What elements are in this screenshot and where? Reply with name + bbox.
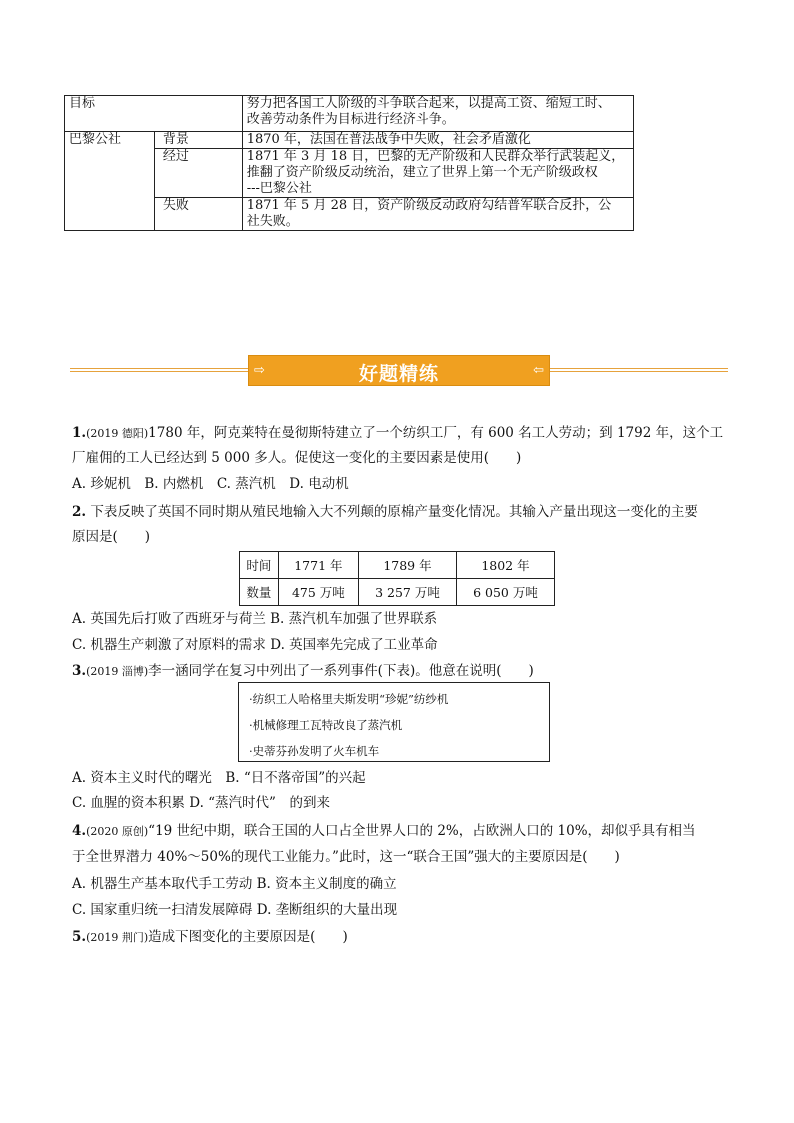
table-row [240,552,555,579]
question-number: 1. [72,425,87,441]
list-item: ·史蒂芬孙发明了火车机车 [249,744,380,758]
q1-line-1 [72,423,723,444]
row-text-goal [242,96,633,132]
q4-options-ab: A. 机器生产基本取代手工劳动 B. 资本主义制度的确立 [72,876,397,892]
cell-failure [242,198,633,231]
table-cell: 数量 [240,579,279,606]
question-source: (2019 荆门) [86,931,149,944]
section-banner [248,355,550,386]
q1-options: A. 珍妮机 B. 内燃机 C. 蒸汽机 D. 电动机 [72,476,349,492]
cell-background [242,132,633,149]
table-row [65,132,634,149]
q3-options-ab: A. 资本主义时代的曙光 B. “日不落帝国”的兴起 [72,770,366,786]
table-cell: 1771 年 [278,552,358,579]
question-source: (2019 德阳) [86,427,149,440]
row-label-goal: 目标 [65,96,243,132]
text-line: 1871 年 3 月 18 日，巴黎的无产阶级和人民群众举行武装起义， [246,149,625,164]
event-list-box [238,682,550,762]
table-cell: 1802 年 [456,552,554,579]
question-text: 造成下图变化的主要原因是( ) [148,929,348,945]
text-line: 推翻了资产阶级反动统治，建立了世界上第一个无产阶级政权 [246,165,598,180]
text-line: 改善劳动条件为目标进行经济斗争。 [246,112,455,127]
banner-rule-left [70,368,250,372]
sub-label-background: 背景 [154,132,242,149]
cotton-import-table [239,551,555,606]
question-number: 3. [72,663,87,679]
question-text: 下表反映了英国不同时期从殖民地输入大不列颠的原棉产量变化情况。其输入产量出现这一变化的主要 [90,504,698,520]
sub-label-process: 经过 [154,149,242,198]
q3-line-1 [72,661,534,682]
question-text: 李一涵同学在复习中列出了一系列事件(下表)。他意在说明( ) [148,663,534,679]
arrow-right-icon: ⇨ [254,363,265,378]
summary-table [64,95,634,231]
table-cell: 6 050 万吨 [456,579,554,606]
question-source: (2019 淄博) [86,665,149,678]
list-item: ·纺织工人哈格里夫斯发明“珍妮”纺纱机 [249,692,449,706]
question-source: (2020 原创) [86,825,149,838]
table-row [240,579,555,606]
cell-process [242,149,633,198]
list-item: ·机械修理工瓦特改良了蒸汽机 [249,718,403,732]
table-cell: 475 万吨 [278,579,358,606]
q4-line-1 [72,821,696,842]
q5-line-1 [72,927,348,948]
q4-options-cd: C. 国家重归统一扫清发展障碍 D. 垄断组织的大量出现 [72,902,398,918]
section-title: 好题精练 [358,363,439,385]
q3-options-cd: C. 血腥的资本积累 D. “蒸汽时代” 的到来 [72,795,330,811]
q4-line-2: 于全世界潜力 40%～50%的现代工业能力。”此时，这一“联合王国”强大的主要原因是( ) [72,849,620,865]
question-number: 4. [72,823,87,839]
banner-rule-right [548,368,728,372]
q2-line-2: 原因是( ) [72,529,151,545]
table-cell: 3 257 万吨 [358,579,456,606]
q2-line-1 [72,502,698,522]
text-line: 努力把各国工人阶级的斗争联合起来，以提高工资、缩短工时、 [246,96,611,111]
text-line: 1870 年，法国在普法战争中失败，社会矛盾激化 [246,132,531,147]
text-line: 1871 年 5 月 28 日，资产阶级反动政府勾结普军联合反扑，公 [246,198,612,213]
arrow-left-icon: ⇦ [533,363,544,378]
q2-options-cd: C. 机器生产刺激了对原料的需求 D. 英国率先完成了工业革命 [72,637,438,653]
table-cell: 1789 年 [358,552,456,579]
sub-label-failure: 失败 [154,198,242,231]
text-line: ---巴黎公社 [246,181,312,196]
row-label-commune: 巴黎公社 [65,132,155,231]
text-line: 社失败。 [246,214,299,229]
question-number: 5. [72,929,87,945]
q2-options-ab: A. 英国先后打败了西班牙与荷兰 B. 蒸汽机车加强了世界联系 [72,611,438,627]
q1-line-2: 厂雇佣的工人已经达到 5 000 多人。促使这一变化的主要因素是使用( ) [72,450,522,466]
question-text: 1780 年，阿克莱特在曼彻斯特建立了一个纺织工厂，有 600 名工人劳动；到 1792 年，这个工 [148,425,724,441]
table-row [65,96,634,132]
question-number: 2. [72,504,87,520]
question-text: “19 世纪中期，联合王国的人口占全世界人口的 2%，占欧洲人口的 10%，却似乎具有相当 [148,823,696,839]
table-cell: 时间 [240,552,279,579]
